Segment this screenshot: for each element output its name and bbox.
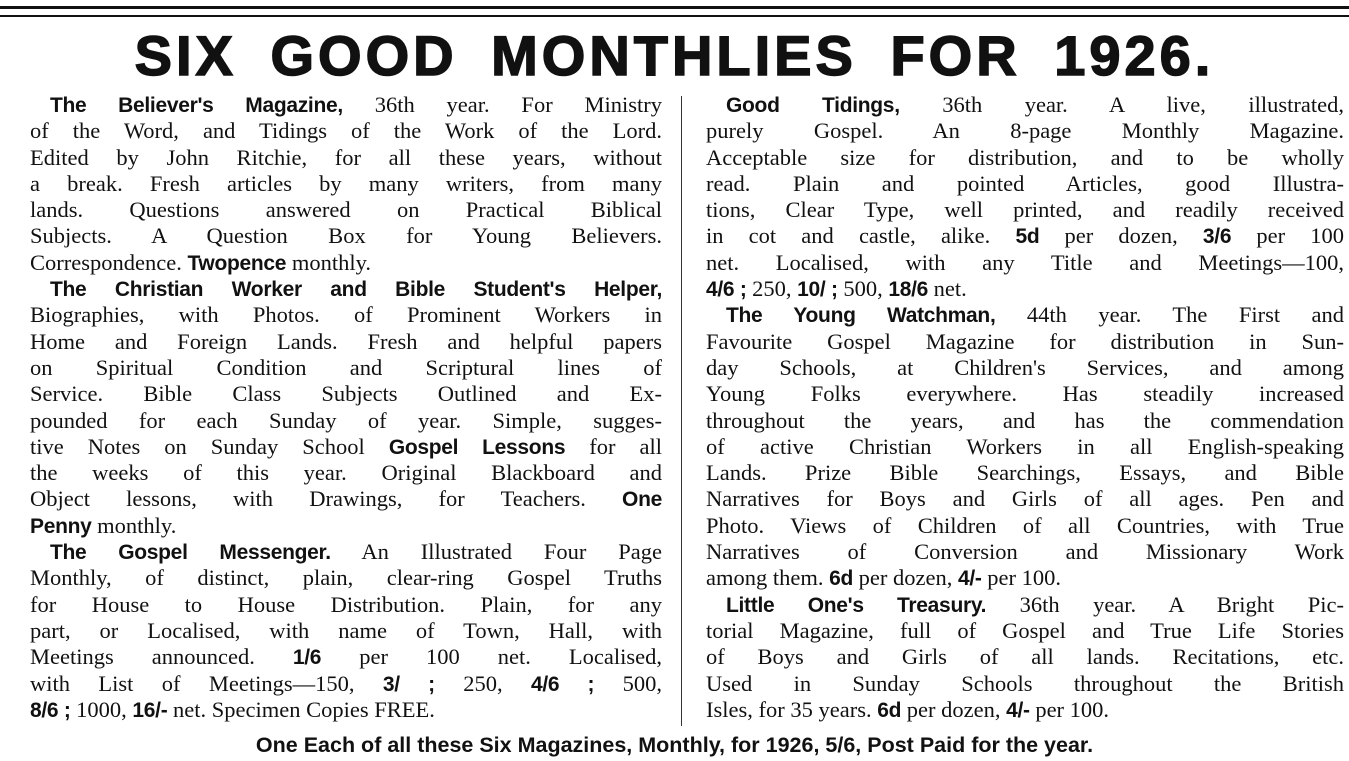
text: on Spiritual Condition and Scriptural lines of	[30, 354, 662, 380]
text: of active Christian Workers in all English-speaking	[706, 433, 1344, 459]
text: net. Localised, with any Title and Meetings—100,	[706, 249, 1344, 275]
text: Isles, for 35 years.	[706, 696, 878, 722]
text-line	[30, 408, 662, 434]
text-line	[30, 355, 662, 381]
text: day Schools, at Children's Services, and among	[706, 354, 1344, 380]
text: 36th year. For Ministry	[342, 92, 662, 117]
bold-text: The Christian Worker and Bible Student's Helper,	[50, 278, 662, 302]
bold-text: The Gospel Messenger.	[50, 541, 331, 565]
text: per dozen,	[901, 696, 1007, 722]
text-line	[706, 408, 1344, 434]
text-line	[706, 171, 1344, 197]
bold-text: The Young Watchman,	[726, 304, 996, 328]
bold-text: Penny	[30, 514, 92, 538]
text-line	[30, 486, 662, 512]
bold-text: The Believer's Magazine,	[50, 94, 343, 117]
text-line	[706, 118, 1344, 144]
text-line	[30, 460, 662, 486]
text: monthly.	[91, 512, 177, 538]
magazine-entry	[30, 92, 662, 276]
text-line	[706, 618, 1344, 644]
text-line	[30, 618, 662, 644]
text-line	[30, 434, 662, 460]
text: Lands. Prize Bible Searchings, Essays, and Bible	[706, 460, 1344, 486]
text: Meetings announced.	[30, 644, 293, 670]
text: Young Folks everywhere. Has steadily increased	[706, 381, 1344, 407]
text-line	[30, 302, 662, 328]
left-column	[30, 92, 662, 723]
text: Biographies, with Photos. of Prominent Workers in	[30, 302, 662, 328]
text-line	[706, 329, 1344, 355]
text-line	[706, 460, 1344, 486]
text: per dozen,	[853, 565, 958, 591]
text-line	[706, 355, 1344, 381]
bold-text: 1/6	[292, 646, 322, 670]
bold-text: 5d	[1015, 225, 1040, 249]
text-line	[706, 302, 1344, 328]
text: An Illustrated Four Page	[330, 539, 662, 565]
text: 500,	[837, 276, 889, 302]
text-line	[30, 697, 662, 723]
text-line	[30, 329, 662, 355]
text: per 100.	[981, 565, 1061, 591]
text-line	[30, 197, 662, 223]
text-line	[30, 513, 662, 539]
bold-text: 3/6	[1202, 225, 1232, 249]
text-line	[706, 197, 1344, 223]
text-line	[30, 565, 662, 591]
text-line	[30, 223, 662, 249]
text: Service. Bible Class Subjects Outlined and Ex-	[30, 381, 662, 407]
text: of the Word, and Tidings of the Work of the Lord.	[30, 118, 662, 144]
text-line	[706, 434, 1344, 460]
text: Edited by John Ritchie, for all these years, without	[30, 144, 662, 170]
text-line	[706, 539, 1344, 565]
text: a break. Fresh articles by many writers, from many	[30, 170, 662, 196]
text: for House to House Distribution. Plain, for any	[30, 591, 662, 617]
text: among them.	[706, 565, 830, 591]
text: the weeks of this year. Original Blackboard and	[30, 460, 662, 486]
bold-text: One	[622, 488, 662, 512]
text-line	[706, 381, 1344, 407]
text: Object lessons, with Drawings, for Teachers.	[30, 486, 623, 512]
magazine-entry	[30, 276, 662, 539]
text: throughout the years, and has the commendation	[706, 407, 1344, 433]
bold-text: 16/-	[132, 698, 168, 722]
text-line	[706, 92, 1344, 118]
right-column	[706, 92, 1344, 723]
text-line	[706, 250, 1344, 276]
bold-text: 18/6	[888, 278, 928, 302]
text: 250,	[434, 670, 531, 696]
bold-text: 4/6 ;	[706, 278, 747, 302]
magazine-entry	[706, 92, 1344, 302]
text: read. Plain and pointed Articles, good Illustra-	[706, 170, 1344, 196]
text: purely Gospel. An 8-page Monthly Magazine.	[706, 118, 1344, 144]
text: Monthly, of distinct, plain, clear-ring Gospel Truths	[30, 565, 662, 591]
text-line	[706, 145, 1344, 171]
text: 1000,	[70, 696, 133, 722]
text-line	[30, 145, 662, 171]
bold-text: Twopence	[187, 251, 287, 275]
text: Used in Sunday Schools throughout the British	[706, 670, 1344, 696]
text-line	[706, 486, 1344, 512]
top-rule-lower	[0, 15, 1349, 17]
text-line	[706, 565, 1344, 591]
page-title: SIX GOOD MONTHLIES FOR 1926.	[134, 24, 1215, 87]
footer-offer: One Each of all these Six Magazines, Monthly, for 1926, 5/6, Post Paid for the year.	[255, 733, 1094, 757]
text: Favourite Gospel Magazine for distribution in Sun-	[706, 328, 1344, 354]
text-line	[30, 92, 662, 118]
text: 500,	[594, 670, 663, 696]
bold-text: 6d	[829, 567, 854, 591]
text: Narratives of Conversion and Missionary Work	[706, 539, 1344, 565]
text: 36th year. A Bright Pic-	[986, 591, 1344, 617]
text: Acceptable size for distribution, and to be wholly	[706, 144, 1344, 170]
magazine-entry	[30, 539, 662, 723]
column-divider	[681, 96, 682, 726]
text: 36th year. A live, illustrated,	[899, 92, 1344, 117]
text: net.	[928, 276, 967, 302]
text: Correspondence.	[30, 249, 188, 275]
text-line	[706, 671, 1344, 697]
bold-text: 4/-	[1006, 698, 1030, 722]
text: part, or Localised, with name of Town, Hall, with	[30, 617, 662, 643]
text-line	[30, 671, 662, 697]
text: with List of Meetings—150,	[30, 670, 383, 696]
text: lands. Questions answered on Practical Biblical	[30, 197, 662, 223]
bold-text: 4/-	[957, 567, 982, 591]
top-rule	[0, 6, 1349, 9]
text-line	[706, 276, 1344, 302]
text-line	[30, 381, 662, 407]
text: 250,	[746, 276, 798, 302]
text-line	[30, 592, 662, 618]
text-line	[706, 644, 1344, 670]
text: per 100.	[1029, 696, 1110, 722]
magazine-entry	[706, 592, 1344, 723]
text: 44th year. The First and	[995, 302, 1344, 328]
text: torial Magazine, full of Gospel and True Life Stories	[706, 617, 1344, 643]
text-line	[706, 223, 1344, 249]
text: tions, Clear Type, well printed, and readily received	[706, 197, 1344, 223]
text: tive Notes on Sunday School	[30, 433, 389, 459]
text-line	[706, 592, 1344, 618]
bold-text: 6d	[877, 698, 902, 722]
text-line	[30, 171, 662, 197]
bold-text: 8/6 ;	[30, 698, 71, 722]
text: Subjects. A Question Box for Young Believers.	[30, 223, 662, 249]
bold-text: 10/ ;	[797, 278, 838, 302]
text-line	[30, 118, 662, 144]
text: Photo. Views of Children of all Countries, with True	[706, 512, 1344, 538]
text-line	[30, 250, 662, 276]
bold-text: Little One's Treasury.	[726, 593, 987, 617]
text: pounded for each Sunday of year. Simple, sugges-	[30, 407, 662, 433]
bold-text: 4/6 ;	[530, 672, 595, 696]
text: Narratives for Boys and Girls of all ages. Pen and	[706, 486, 1344, 512]
text: for all	[565, 433, 662, 459]
bold-text: 3/ ;	[382, 672, 435, 696]
text-line	[706, 697, 1344, 723]
text: net. Specimen Copies FREE.	[167, 696, 435, 722]
text: monthly.	[286, 249, 371, 275]
text: in cot and castle, alike.	[706, 223, 1016, 249]
bold-text: Good Tidings,	[726, 94, 900, 117]
text-line	[30, 644, 662, 670]
text: per 100	[1231, 223, 1345, 249]
text-line	[30, 276, 662, 302]
text: Home and Foreign Lands. Fresh and helpful papers	[30, 328, 662, 354]
text-line	[30, 539, 662, 565]
text: of Boys and Girls of all lands. Recitations, etc.	[706, 644, 1344, 670]
bold-text: Gospel Lessons	[388, 435, 566, 459]
magazine-entry	[706, 302, 1344, 591]
text-line	[706, 513, 1344, 539]
text: per 100 net. Localised,	[321, 644, 662, 670]
text: per dozen,	[1039, 223, 1203, 249]
